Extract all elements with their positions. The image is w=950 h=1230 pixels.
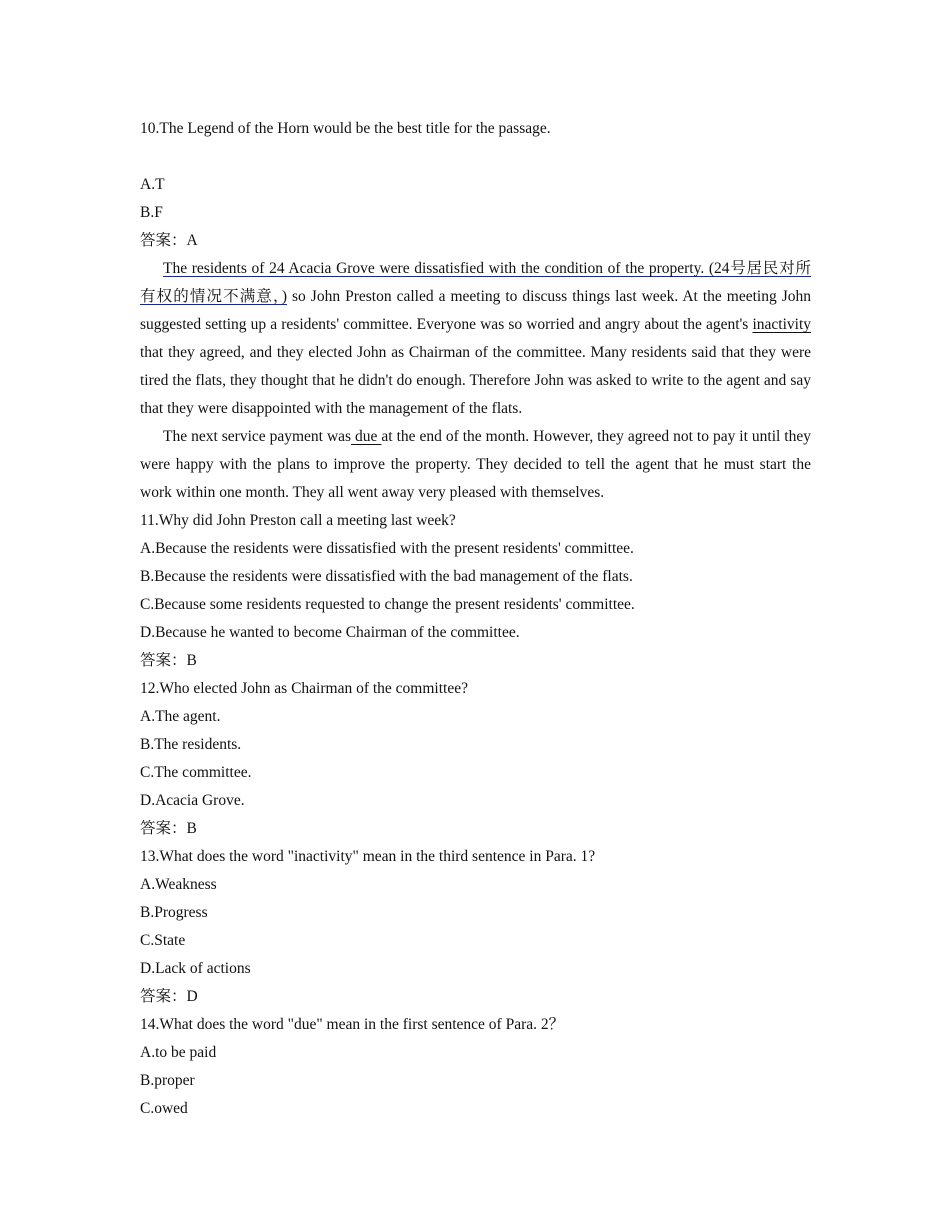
question-12-option-c: C.The committee. [140,764,252,781]
question-10-option-a: A.T [140,176,165,193]
question-12-option-a: A.The agent. [140,708,221,725]
question-10-option-b: B.F [140,204,163,221]
passage-paragraph-1 [140,255,811,423]
question-13-stem: 13.What does the word "inactivity" mean in the third sentence in Para. 1? [140,848,596,865]
question-13-option-b: B.Progress [140,904,208,921]
question-11-answer: 答案：B [140,652,197,669]
question-13-option-c: C.State [140,932,186,949]
question-14-stem: 14.What does the word "due" mean in the first sentence of Para. 2？ [140,1016,565,1033]
question-11-stem: 11.Why did John Preston call a meeting last week? [140,512,456,529]
paragraph-1-text-b: that they agreed, and they elected John as Chairman of the committee. Many residents said that they were tired the flats, they thought that he didn't do enough. Therefore John was asked to write to the agent and say that they were disappointed with the management of the flats. [140,344,811,417]
underlined-sentence: The residents of 24 Acacia Grove were dissatisfied with the condition of the property. (24号居民对所有权的情况不满意，) [140,260,811,305]
question-12-answer: 答案：B [140,820,197,837]
paragraph-2-text-a: The next service payment was [163,428,352,445]
paragraph-1-text-a: so John Preston called a meeting to discuss things last week. At the meeting John suggested setting up a residents' committee. Everyone was so worried and angry about the agent's [140,288,811,333]
blank-line [140,143,811,171]
question-12-stem: 12.Who elected John as Chairman of the committee? [140,680,468,697]
question-12-option-b: B.The residents. [140,736,242,753]
question-11-option-d: D.Because he wanted to become Chairman of the committee. [140,624,520,641]
question-12-option-d: D.Acacia Grove. [140,792,245,809]
underlined-word-inactivity: inactivity [752,316,811,333]
question-13-option-a: A.Weakness [140,876,217,893]
question-13-answer: 答案：D [140,988,198,1005]
question-10-stem: 10.The Legend of the Horn would be the best title for the passage. [140,120,551,137]
question-11-option-b: B.Because the residents were dissatisfied with the bad management of the flats. [140,568,633,585]
question-11-option-c: C.Because some residents requested to change the present residents' committee. [140,596,635,613]
question-14-option-b: B.proper [140,1072,195,1089]
underlined-word-due: due [351,428,382,445]
paragraph-2-text-b: at the end of the month. However, they agreed not to pay it until they were happy with the plans to improve the property. They decided to tell the agent that he must start the work within one month. They all went away very pleased with themselves. [140,428,811,501]
passage-paragraph-2 [140,423,811,507]
question-13-option-d: D.Lack of actions [140,960,251,977]
document-page [140,115,811,1123]
question-10-answer: 答案：A [140,232,198,249]
question-14-option-a: A.to be paid [140,1044,217,1061]
question-11-option-a: A.Because the residents were dissatisfied with the present residents' committee. [140,540,634,557]
question-14-option-c: C.owed [140,1100,188,1117]
